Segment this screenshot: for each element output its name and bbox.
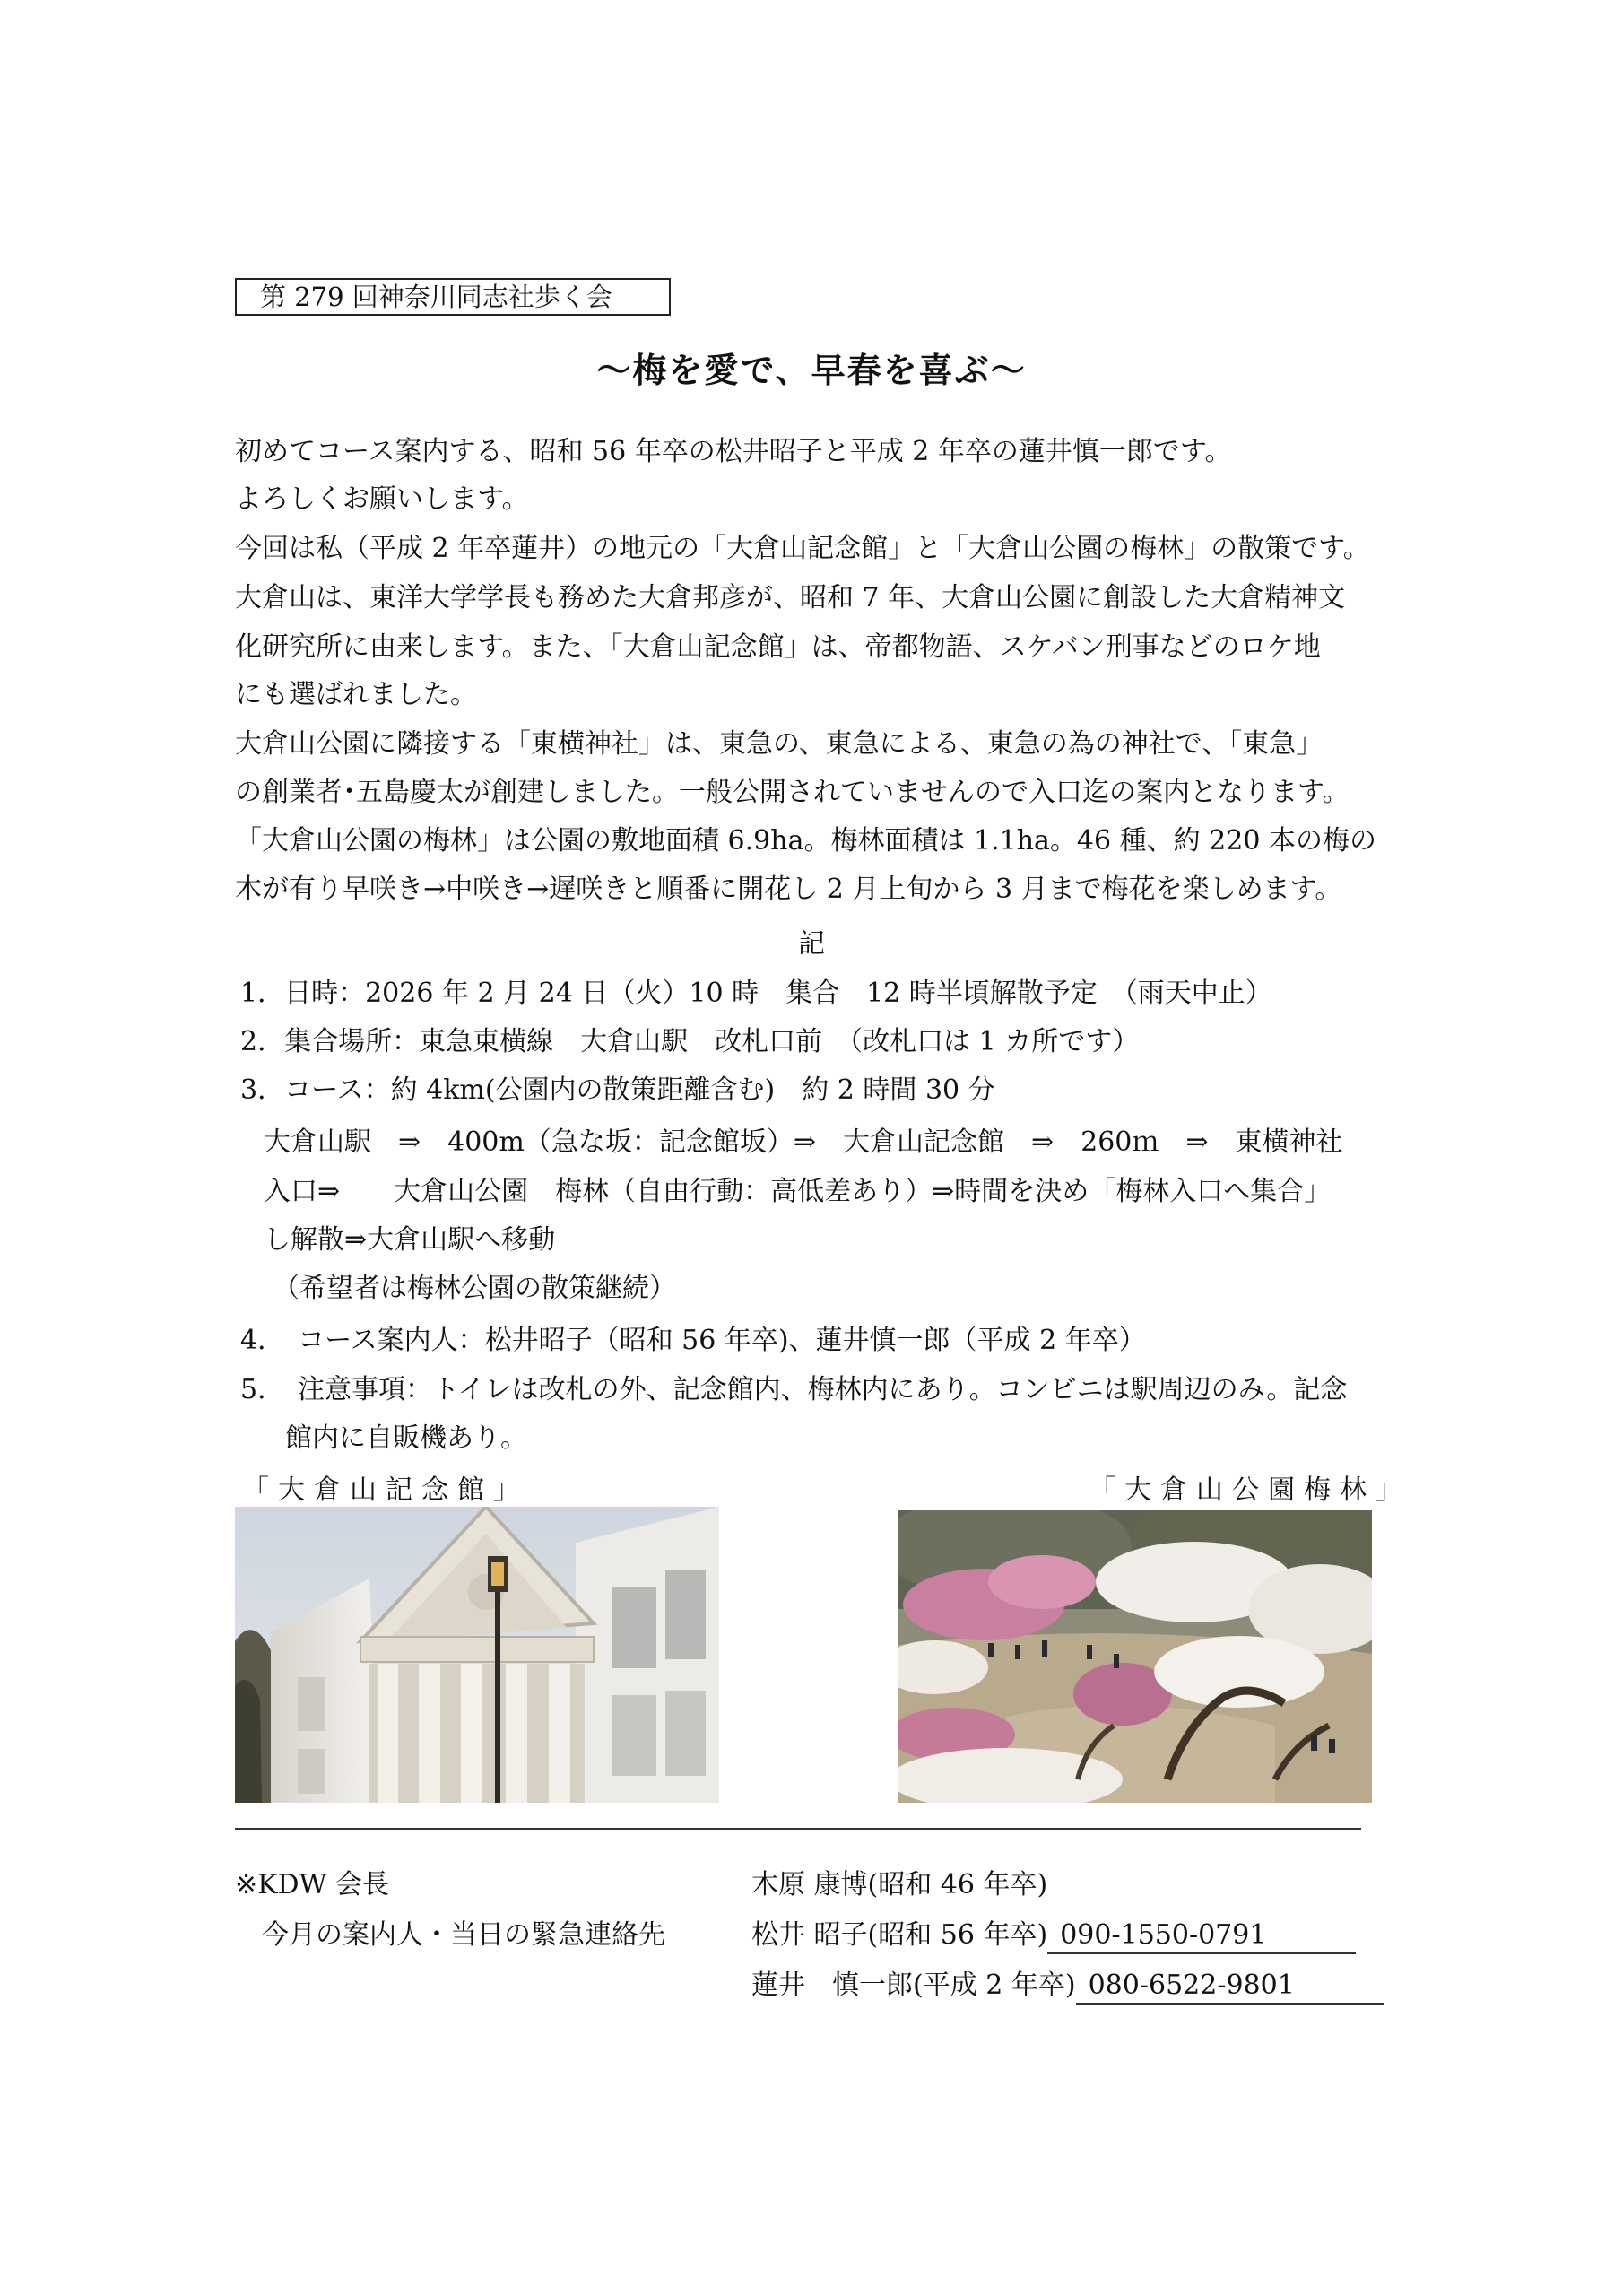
contact-name: 蓮井 慎一郎(平成 2 年卒) — [751, 1970, 1076, 2001]
kdw-label: ※KDW 会長 — [235, 1869, 389, 1900]
contact-row — [751, 1962, 1384, 2005]
plum-grove-photo — [898, 1510, 1372, 1803]
item-course: 3．コース：約 4km(公園内の散策距離含む) 約 2 時間 30 分 — [240, 1074, 995, 1106]
item-guides: 4． コース案内人：松井昭子（昭和 56 年卒)、蓮井慎一郎（平成 2 年卒） — [240, 1325, 1146, 1356]
ki-heading: 記 — [798, 928, 825, 960]
museum-photo — [235, 1507, 719, 1803]
plum-grove-illustration — [898, 1510, 1372, 1803]
route-line: し解散⇒大倉山駅へ移動 — [264, 1224, 556, 1256]
contact-phone: 080-6522-9801 — [1076, 1969, 1384, 2005]
caption-museum: 「大倉山記念館」 — [242, 1474, 529, 1506]
contact-phone: 090-1550-0791 — [1047, 1918, 1356, 1954]
intro-line: 木が有り早咲き→中咲き→遅咲きと順番に開花し 2 月上旬から 3 月まで梅花を楽しめます。 — [235, 874, 1342, 905]
route-note: （希望者は梅林公園の散策継続） — [273, 1273, 676, 1304]
intro-line: 今回は私（平成 2 年卒蓮井）の地元の「大倉山記念館」と「大倉山公園の梅林」の散策です。 — [235, 533, 1370, 564]
intro-line: の創業者･五島慶太が創建しました。一般公開されていませんので入口迄の案内となります。 — [235, 777, 1350, 808]
intro-line: にも選ばれました。 — [235, 679, 477, 710]
document-title: ～梅を愛で、早春を喜ぶ～ — [596, 350, 1027, 390]
museum-illustration — [235, 1507, 719, 1803]
route-line: 入口⇒ 大倉山公園 梅林（自由行動：高低差あり）⇒時間を決め「梅林入口へ集合」 — [264, 1176, 1332, 1207]
intro-line: 化研究所に由来します。また、「大倉山記念館」は、帝都物語、スケバン刑事などのロケ地 — [235, 631, 1321, 663]
intro-line: 初めてコース案内する、昭和 56 年卒の松井昭子と平成 2 年卒の蓮井慎一郎です。 — [235, 436, 1232, 467]
kdw-president-name: 木原 康博(昭和 46 年卒) — [751, 1869, 1048, 1900]
guide-contact-label: 今月の案内人・当日の緊急連絡先 — [262, 1919, 665, 1951]
contact-row — [751, 1912, 1356, 1954]
item-date: 1．日時：2026 年 2 月 24 日（火）10 時 集合 12 時半頃解散予定 （雨天中止） — [240, 978, 1272, 1009]
route-line: 大倉山駅 ⇒ 400m（急な坂：記念館坂）⇒ 大倉山記念館 ⇒ 260ｍ ⇒ 東横神社 — [264, 1126, 1343, 1158]
item-notes-cont: 館内に自販機あり。 — [285, 1422, 527, 1454]
intro-line: 大倉山は、東洋大学学長も務めた大倉邦彦が、昭和 7 年、大倉山公園に創設した大倉精神文 — [235, 582, 1346, 613]
caption-plum-grove: 「大倉山公園梅林」 — [1089, 1474, 1411, 1506]
footer-divider — [235, 1828, 1361, 1830]
intro-line: よろしくお願いします。 — [235, 483, 529, 515]
event-label-box — [235, 278, 671, 316]
contact-name: 松井 昭子(昭和 56 年卒) — [751, 1919, 1048, 1951]
intro-line: 大倉山公園に隣接する「東横神社」は、東急の、東急による、東急の為の神社で、「東急」 — [235, 728, 1324, 760]
item-notes: 5． 注意事項：トイレは改札の外、記念館内、梅林内にあり。コンビニは駅周辺のみ。記念 — [240, 1374, 1348, 1405]
intro-line: 「大倉山公園の梅林」は公園の敷地面積 6.9ha。梅林面積は 1.1ha。46 種、約 220 本の梅の — [235, 825, 1376, 857]
event-label: 第 279 回神奈川同志社歩く会 — [260, 282, 612, 312]
item-meeting-place: 2．集合場所：東急東横線 大倉山駅 改札口前 （改札口は 1 カ所です） — [240, 1026, 1140, 1057]
